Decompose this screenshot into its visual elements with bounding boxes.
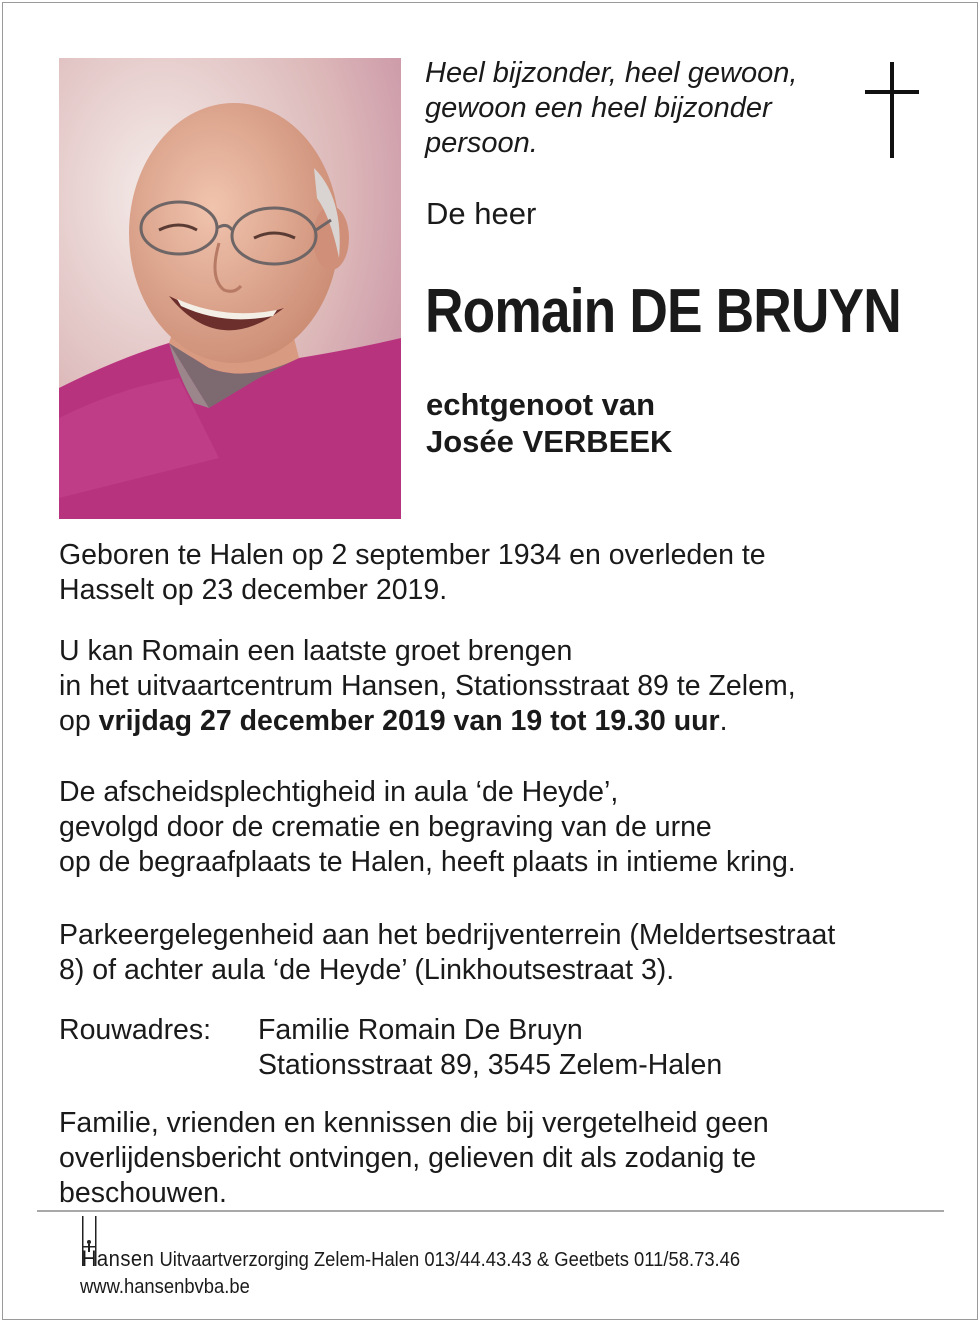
paragraph-line: overlijdensbericht ontvingen, gelieven dit als zodanig te bbox=[59, 1142, 757, 1174]
paragraph-line bbox=[59, 1048, 939, 1083]
paragraph-line: Geboren te Halen op 2 september 1934 en overleden te bbox=[59, 539, 766, 571]
closing-paragraph bbox=[59, 1106, 939, 1211]
cross-icon bbox=[862, 62, 922, 160]
paragraph-line: Parkeergelegenheid aan het bedrijventerrein (Meldertsestraat bbox=[59, 919, 836, 951]
visitation-prefix: op bbox=[59, 705, 99, 737]
paragraph-line: gevolgd door de crematie en begraving van de urne bbox=[59, 811, 712, 843]
paragraph-line: U kan Romain een laatste groet brengen bbox=[59, 635, 573, 667]
visitation-suffix: . bbox=[719, 705, 728, 737]
mourning-address bbox=[59, 1013, 939, 1083]
deceased-name: Romain DE BRUYN bbox=[425, 277, 901, 346]
paragraph-line: in het uitvaartcentrum Hansen, Stationsstraat 89 te Zelem, bbox=[59, 670, 796, 702]
honorific: De heer bbox=[426, 196, 537, 231]
visitation-datetime: vrijdag 27 december 2019 van 19 tot 19.30 uur bbox=[98, 705, 720, 737]
footer-contact bbox=[80, 1246, 740, 1272]
paragraph-line: Hasselt op 23 december 2019. bbox=[59, 574, 448, 606]
footer-details: Uitvaartverzorging Zelem-Halen 013/44.43.43 & Geetbets 011/58.73.46 bbox=[159, 1249, 741, 1271]
address-line: Stationsstraat 89, 3545 Zelem-Halen bbox=[258, 1049, 723, 1081]
footer-brand: Hansen bbox=[81, 1246, 155, 1271]
quote-line: Heel bijzonder, heel gewoon, bbox=[425, 57, 798, 89]
paragraph-line bbox=[59, 704, 939, 739]
relation-label: echtgenoot van bbox=[426, 387, 656, 422]
quote-line: persoon. bbox=[425, 127, 538, 159]
memorial-quote bbox=[425, 56, 855, 161]
paragraph-line: De afscheidsplechtigheid in aula ‘de Heyde’, bbox=[59, 776, 619, 808]
paragraph-line: op de begraafplaats te Halen, heeft plaats in intieme kring. bbox=[59, 846, 796, 878]
ceremony-paragraph bbox=[59, 775, 939, 880]
birth-death-paragraph bbox=[59, 538, 939, 608]
address-label: Rouwadres: bbox=[59, 1014, 212, 1046]
spouse-name: Josée VERBEEK bbox=[426, 424, 673, 459]
paragraph-line: Familie, vrienden en kennissen die bij vergetelheid geen bbox=[59, 1107, 769, 1139]
quote-line: gewoon een heel bijzonder bbox=[425, 92, 772, 124]
parking-paragraph bbox=[59, 918, 939, 988]
spouse-block bbox=[426, 386, 672, 460]
portrait-photo bbox=[59, 58, 401, 519]
paragraph-line: 8) of achter aula ‘de Heyde’ (Linkhoutsestraat 3). bbox=[59, 954, 675, 986]
footer-website[interactable]: www.hansenbvba.be bbox=[80, 1276, 250, 1298]
address-line: Familie Romain De Bruyn bbox=[258, 1014, 583, 1046]
paragraph-line: beschouwen. bbox=[59, 1177, 227, 1209]
visitation-paragraph bbox=[59, 634, 939, 739]
paragraph-line bbox=[59, 1013, 939, 1048]
footer-divider bbox=[37, 1210, 944, 1212]
